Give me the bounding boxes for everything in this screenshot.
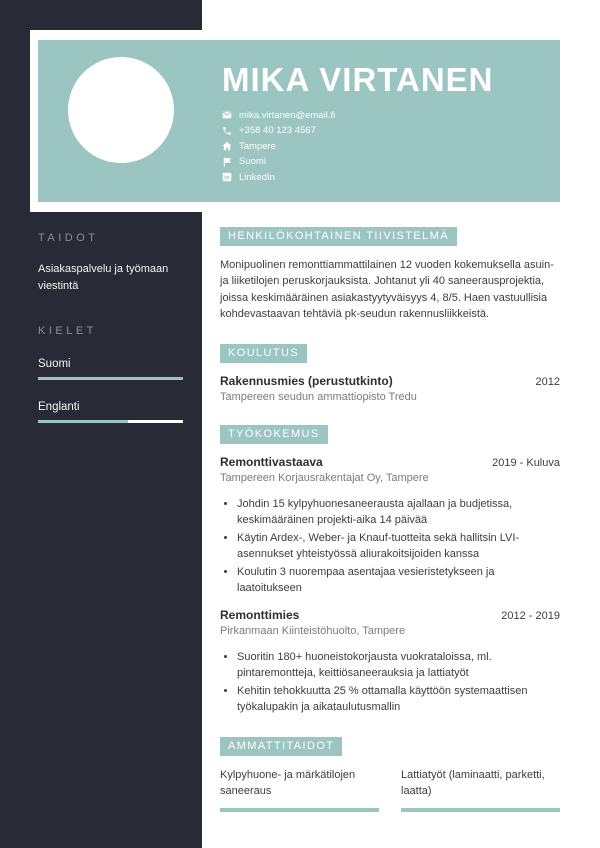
sidebar-languages-heading: KIELET xyxy=(38,325,97,338)
sidebar-skills-heading: TAIDOT xyxy=(38,232,99,244)
experience-bullet: • Johdin 15 kylpyhuonesaneerausta ajallaan ja budjetissa, keskimääräinen projekti-aika 14 päivää xyxy=(237,497,560,529)
experience-role: Remonttivastaava xyxy=(220,455,323,470)
summary-paragraph: Monipuolinen remonttiammattilainen 12 vuoden kokemuksella asuin- ja liiketilojen peruskorjauksista. Johtanut yli 40 saneerausprojektia, joissa keskimääräinen asiakastyytyväisyys 4, 8/5. Haen vastuullisia kohdevastaavan tehtäviä pk-seudun rakennusliikkeistä. xyxy=(220,259,554,320)
header-text xyxy=(222,62,552,185)
professional-skill-bar xyxy=(220,808,379,812)
language-progressbar xyxy=(38,377,183,380)
professional-skills-grid xyxy=(220,768,560,812)
language-row-englanti xyxy=(38,401,183,423)
home-icon xyxy=(222,141,232,151)
sidebar-skill-item: Asiakaspalvelu ja työmaan viestintä xyxy=(38,263,169,293)
language-progress-fill xyxy=(38,420,128,423)
svg-text:in: in xyxy=(224,175,230,182)
avatar xyxy=(68,57,174,163)
page-title: MIKA VIRTANEN xyxy=(222,61,494,98)
experience-company: Pirkanmaan Kiinteistöhuolto, Tampere xyxy=(220,624,406,637)
experience-date: 2012 - 2019 xyxy=(501,609,560,622)
professional-skill-bar-fill xyxy=(220,808,379,812)
contact-list xyxy=(222,107,552,185)
section-education xyxy=(220,343,560,403)
section-heading-professional-skills: AMMATTITAIDOT xyxy=(220,737,342,756)
section-heading-summary: HENKILÖKOHTAINEN TIIVISTELMÄ xyxy=(220,227,457,246)
experience-entry-head xyxy=(220,455,560,469)
contact-email-text: mika.virtanen@email.fi xyxy=(239,109,336,121)
experience-bullet: • Suoritin 180+ huoneistokorjausta vuokrataloissa, ml. pintaremontteja, keittiösaneerauksia ja lattiatyöt xyxy=(237,650,560,682)
linkedin-icon xyxy=(222,172,232,182)
contact-phone-text: +358 40 123 4567 xyxy=(239,125,316,137)
section-professional-skills xyxy=(220,736,560,812)
language-name: Englanti xyxy=(38,401,80,414)
section-experience xyxy=(220,424,560,715)
section-heading-education: KOULUTUS xyxy=(220,344,307,363)
email-icon xyxy=(222,110,232,120)
language-progressbar xyxy=(38,420,183,423)
main-content xyxy=(220,226,560,812)
education-entry-head xyxy=(220,374,560,388)
contact-row-country xyxy=(222,154,552,170)
professional-skill-label: Kylpyhuone- ja märkätilojen saneeraus xyxy=(220,769,356,797)
language-progress-fill xyxy=(38,377,183,380)
professional-skill-bar-fill xyxy=(401,808,560,812)
experience-role: Remonttimies xyxy=(220,607,300,622)
contact-row-city xyxy=(222,138,552,154)
experience-entry xyxy=(220,608,560,716)
experience-bullets xyxy=(220,650,560,716)
experience-bullet: • Käytin Ardex-, Weber- ja Knauf-tuotteita sekä hallitsin LVI-asennukset yhteistyössä aliurakoitsijoiden kanssa xyxy=(237,531,560,563)
experience-bullet: • Koulutin 3 nuorempaa asentajaa vesieristetykseen ja laatoitukseen xyxy=(237,565,560,597)
professional-skill-bar xyxy=(401,808,560,812)
education-date: 2012 xyxy=(535,376,560,389)
experience-bullets xyxy=(220,497,560,597)
professional-skill-item xyxy=(220,768,379,812)
education-degree: Rakennusmies (perustutkinto) xyxy=(220,374,393,389)
header-card xyxy=(30,30,600,212)
experience-date: 2019 - Kuluva xyxy=(492,457,560,470)
experience-entry-head xyxy=(220,608,560,622)
contact-row-linkedin xyxy=(222,169,552,185)
professional-skill-label: Lattiatyöt (laminaatti, parketti, laatta) xyxy=(401,769,545,797)
header-band xyxy=(38,40,560,202)
professional-skill-item xyxy=(401,768,560,812)
contact-row-email xyxy=(222,107,552,123)
language-name: Suomi xyxy=(38,358,71,371)
contact-linkedin-text: LinkedIn xyxy=(239,171,275,183)
flag-icon xyxy=(222,157,232,167)
experience-entry xyxy=(220,455,560,597)
sidebar-content xyxy=(38,232,183,423)
contact-city-text: Tampere xyxy=(239,140,276,152)
contact-country-text: Suomi xyxy=(239,156,266,168)
experience-company: Tampereen Korjausrakentajat Oy, Tampere xyxy=(220,472,429,485)
language-row-suomi xyxy=(38,358,183,380)
contact-row-phone xyxy=(222,123,552,139)
experience-bullet: • Kehitin tehokkuutta 25 % ottamalla käyttöön systemaattisen työkalupakin ja aikataulutusmallin xyxy=(237,684,560,716)
section-heading-experience: TYÖKOKEMUS xyxy=(220,425,328,444)
phone-icon xyxy=(222,126,232,136)
education-school: Tampereen seudun ammattiopisto Tredu xyxy=(220,391,417,404)
